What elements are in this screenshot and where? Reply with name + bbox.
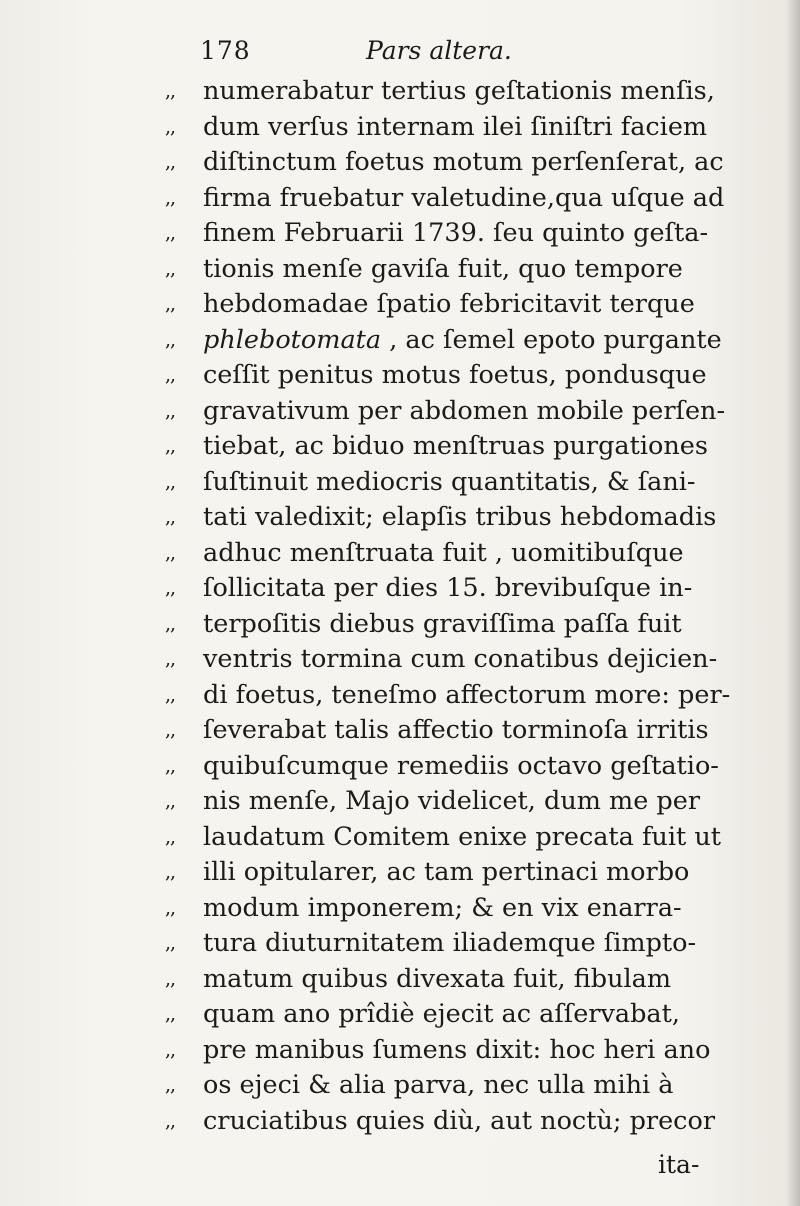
line-text: modum imponerem; & en vix enarra-: [203, 892, 682, 923]
quote-mark: ,,: [165, 683, 176, 706]
quote-mark: ,,: [165, 364, 176, 386]
quote-mark: ,,: [165, 470, 176, 493]
quote-mark: ,,: [165, 541, 176, 564]
text-line: [165, 1104, 765, 1140]
text-line: [165, 962, 765, 998]
text-line: [165, 820, 765, 856]
quote-mark: ,,: [165, 293, 176, 315]
catchword: ita-: [658, 1150, 700, 1179]
text-line: [165, 784, 765, 820]
quote-mark: ,,: [165, 577, 176, 599]
text-line: [165, 642, 765, 678]
running-head: Pars altera.: [366, 36, 512, 65]
quote-mark: ,,: [165, 1003, 176, 1025]
page-number: 178: [200, 36, 251, 65]
line-text: pre manibus ſumens dixit: hoc heri ano: [203, 1034, 711, 1065]
quote-mark: ,,: [165, 719, 176, 741]
line-text: dum verſus internam ilei ſiniſtri faciem: [203, 111, 708, 142]
line-text: finem Februarii 1739. ſeu quinto geſta-: [203, 218, 709, 248]
quote-mark: ,,: [165, 151, 176, 173]
text-line: [165, 323, 765, 359]
quote-mark: ,,: [165, 115, 176, 138]
quote-mark: ,,: [165, 80, 176, 102]
text-line: [165, 358, 765, 394]
text-line: [165, 394, 765, 430]
text-line: [165, 429, 765, 465]
line-text: cruciatibus quies diù, aut noctù; precor: [203, 1105, 716, 1136]
quote-mark: ,,: [165, 967, 176, 990]
quote-mark: ,,: [165, 790, 176, 812]
text-line: [165, 749, 765, 785]
text-line: [165, 252, 765, 288]
line-text: illi opitularer, ac tam pertinaci morbo: [203, 857, 690, 887]
text-line: [165, 1068, 765, 1104]
line-text: nis menſe, Majo videlicet, dum me per: [203, 786, 701, 816]
quote-mark: ,,: [165, 861, 176, 883]
line-text: quam ano prîdiè ejecit ac aſſervabat,: [203, 999, 680, 1029]
quote-mark: ,,: [165, 1038, 176, 1061]
italic-word: phlebotomata: [203, 324, 382, 355]
quote-mark: ,,: [165, 399, 176, 422]
page-header: [200, 36, 560, 70]
line-text: adhuc menſtruata fuit , uomitibuſque: [203, 537, 684, 568]
line-text: matum quibus divexata fuit, fibulam: [203, 963, 672, 994]
text-line: [165, 607, 765, 643]
text-line: [165, 287, 765, 323]
text-line: [165, 997, 765, 1033]
line-text: tionis menſe gaviſa fuit, quo tempore: [203, 253, 683, 284]
quote-mark: ,,: [165, 932, 176, 954]
text-line: [165, 536, 765, 572]
page-edge-shadow: [786, 0, 800, 1206]
text-line: [165, 181, 765, 217]
quote-mark: ,,: [165, 1109, 176, 1132]
text-line: [165, 855, 765, 891]
quote-mark: ,,: [165, 648, 176, 670]
quote-mark: ,,: [165, 754, 176, 777]
quote-mark: ,,: [165, 222, 176, 244]
line-text: quibuſcumque remediis octavo geſtatio-: [203, 750, 719, 781]
quote-mark: ,,: [165, 612, 176, 635]
line-text: numerabatur tertius geſtationis menſis,: [203, 76, 715, 106]
line-text: ceſſit penitus motus foetus, pondusque: [203, 360, 707, 390]
line-text: tura diuturnitatem iliademque ſimpto-: [203, 928, 697, 958]
quote-mark: ,,: [165, 435, 176, 457]
text-line: [165, 678, 765, 714]
line-text: laudatum Comitem enixe precata fuit ut: [203, 821, 722, 852]
line-text: di foetus, teneſmo affectorum more: per-: [203, 679, 731, 710]
text-line: [165, 110, 765, 146]
quote-mark: ,,: [165, 825, 176, 848]
quote-mark: ,,: [165, 257, 176, 280]
line-text: ſollicitata per dies 15. brevibuſque in-: [203, 573, 693, 603]
line-text: os ejeci & alia parva, nec ulla mihi à: [203, 1070, 674, 1100]
quote-mark: ,,: [165, 506, 176, 528]
line-text-italic-start: [203, 323, 722, 359]
quote-mark: ,,: [165, 328, 176, 351]
text-line: [165, 1033, 765, 1069]
quote-mark: ,,: [165, 186, 176, 209]
line-text: hebdomadae ſpatio febricitavit terque: [203, 289, 695, 319]
text-line: [165, 926, 765, 962]
text-line: [165, 500, 765, 536]
text-line: [165, 465, 765, 501]
text-line: [165, 145, 765, 181]
line-text: ſuſtinuit mediocris quantitatis, & ſani-: [203, 466, 696, 497]
line-text: gravativum per abdomen mobile perſen-: [203, 395, 726, 426]
line-text: tati valedixit; elapſis tribus hebdomadis: [203, 502, 717, 532]
text-line: [165, 713, 765, 749]
line-text: diſtinctum foetus motum perſenſerat, ac: [203, 147, 724, 177]
quote-mark: ,,: [165, 1074, 176, 1096]
line-text: tiebat, ac biduo menſtruas purgationes: [203, 431, 708, 461]
text-line: [165, 216, 765, 252]
line-text-rest: , ac ſemel epoto purgante: [381, 324, 722, 355]
line-text: firma fruebatur valetudine,qua uſque ad: [203, 182, 725, 213]
text-line: [165, 74, 765, 110]
line-text: terpoſitis diebus graviſſima paſſa fuit: [203, 608, 682, 639]
text-line: [165, 891, 765, 927]
line-text: ventris tormina cum conatibus dejicien-: [203, 644, 718, 674]
quote-mark: ,,: [165, 896, 176, 919]
text-line: [165, 571, 765, 607]
body-text: [165, 74, 765, 1139]
line-text: ſeverabat talis affectio torminoſa irritis: [203, 715, 709, 745]
